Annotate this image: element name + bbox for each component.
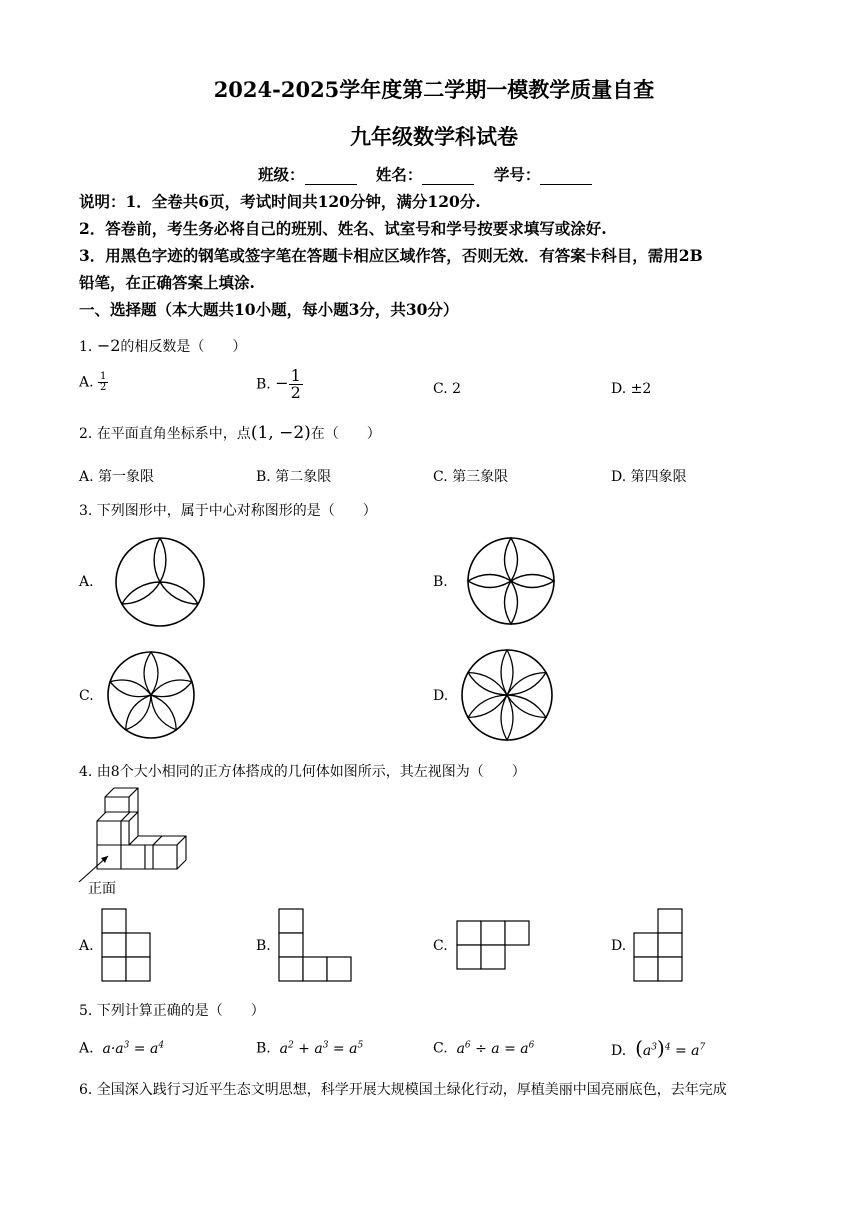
front-view-label: 正面 [88,881,116,897]
option-label: A. [79,374,94,391]
section-heading: 一、选择题（本大题共10小题，每小题3分，共30分） [79,300,459,319]
q5-d-expression: $(a^3)^4 = a^7$ [635,1036,706,1060]
minus-sign: − [275,373,289,393]
figure-3c-five-petal [106,650,196,740]
option-label: A. [79,1040,94,1057]
q4-view-a [101,908,153,982]
class-blank[interactable] [305,170,357,185]
q2-option-b[interactable]: B. 第二象限 [256,469,332,485]
q4-option-a[interactable]: A. [79,938,94,954]
q5-option-b[interactable] [256,1040,363,1057]
q4-view-c [456,920,532,970]
q2-option-c[interactable]: C. 第三象限 [433,469,509,485]
q2-text-a: 2. 在平面直角坐标系中，点 [79,426,251,442]
q4-option-c[interactable]: C. [433,938,448,954]
page-title: 2024-2025学年度第二学期一模教学质量自查 [213,77,655,102]
instruction-line-3a: 3．用黑色字迹的钢笔或签字笔在答题卡相应区域作答，否则无效．有答案卡科目，需用2B [79,246,703,265]
q5-option-a[interactable] [79,1040,164,1057]
id-blank[interactable] [540,170,592,185]
q1-expression: −2 [96,336,121,355]
instruction-line-2: 2．答卷前，考生务必将自己的班别、姓名、试室号和学号按要求填写或涂好. [79,219,607,238]
figure-3b-four-petal [466,536,556,626]
q2-point: (1, −2) [250,423,311,443]
instruction-line-3b: 铅笔，在正确答案上填涂. [79,273,255,292]
q1-number: 1. [79,339,93,355]
question-2 [79,423,381,443]
q5-option-c[interactable] [433,1040,534,1057]
question-6: 6. 全国深入践行习近平生态文明思想，科学开展大规模国土绿化行动，厚植美丽中国亮丽底色，去年完成 [79,1082,727,1098]
option-label: D. [611,1043,627,1059]
q2-option-a[interactable]: A. 第一象限 [79,469,155,485]
q1-option-d[interactable] [611,381,651,397]
q5-a-expression: $a\cdot a^3 = a^4$ [98,1040,165,1057]
q3-option-d[interactable]: D. [433,688,449,704]
q5-option-d[interactable] [611,1036,705,1060]
name-blank[interactable] [422,170,474,185]
denominator: 2 [100,382,107,393]
option-label: C. [433,1040,448,1057]
q4-option-b[interactable]: B. [256,938,271,954]
q3-option-b[interactable]: B. [433,574,448,590]
q2-text-b: 在（ ） [310,426,381,442]
fraction [98,372,108,393]
question-3: 3. 下列图形中，属于中心对称图形的是（ ） [79,503,377,519]
numerator: 1 [100,371,107,382]
option-label: B. [256,376,271,393]
option-value: ±2 [630,381,652,397]
page-subtitle: 九年级数学科试卷 [350,124,518,149]
numerator: 1 [290,366,301,385]
q5-b-expression: $a^2 + a^3 = a^5$ [275,1040,364,1057]
q1-option-a[interactable] [79,372,108,393]
q4-view-b [278,908,354,982]
option-label: D. [611,381,627,397]
q1-option-b[interactable] [256,368,303,401]
id-label: 学号： [493,165,541,184]
q1-text: 的相反数是（ ） [120,339,247,355]
student-info-row [258,163,606,185]
fraction [289,368,303,401]
denominator: 2 [290,383,301,402]
option-label: B. [256,1040,271,1057]
q1-option-c[interactable]: C. 2 [433,381,462,397]
q4-option-d[interactable]: D. [611,938,627,954]
question-1 [79,336,246,356]
q3-option-a[interactable]: A. [79,574,94,590]
question-4: 4. 由8个大小相同的正方体搭成的几何体如图所示，其左视图为（ ） [79,764,526,780]
question-5: 5. 下列计算正确的是（ ） [79,1003,265,1019]
figure-3a-three-petal [114,536,206,628]
instruction-line-1: 说明：1．全卷共6页，考试时间共120分钟，满分120分. [79,192,481,211]
figure-3d-six-petal [460,648,554,742]
q3-option-c[interactable]: C. [79,688,94,704]
q2-option-d[interactable]: D. 第四象限 [611,469,687,485]
q5-c-expression: $a^6 \div a = a^6$ [452,1040,535,1057]
name-label: 姓名： [375,165,423,184]
q4-view-d [633,908,685,982]
class-label: 班级： [258,165,305,184]
